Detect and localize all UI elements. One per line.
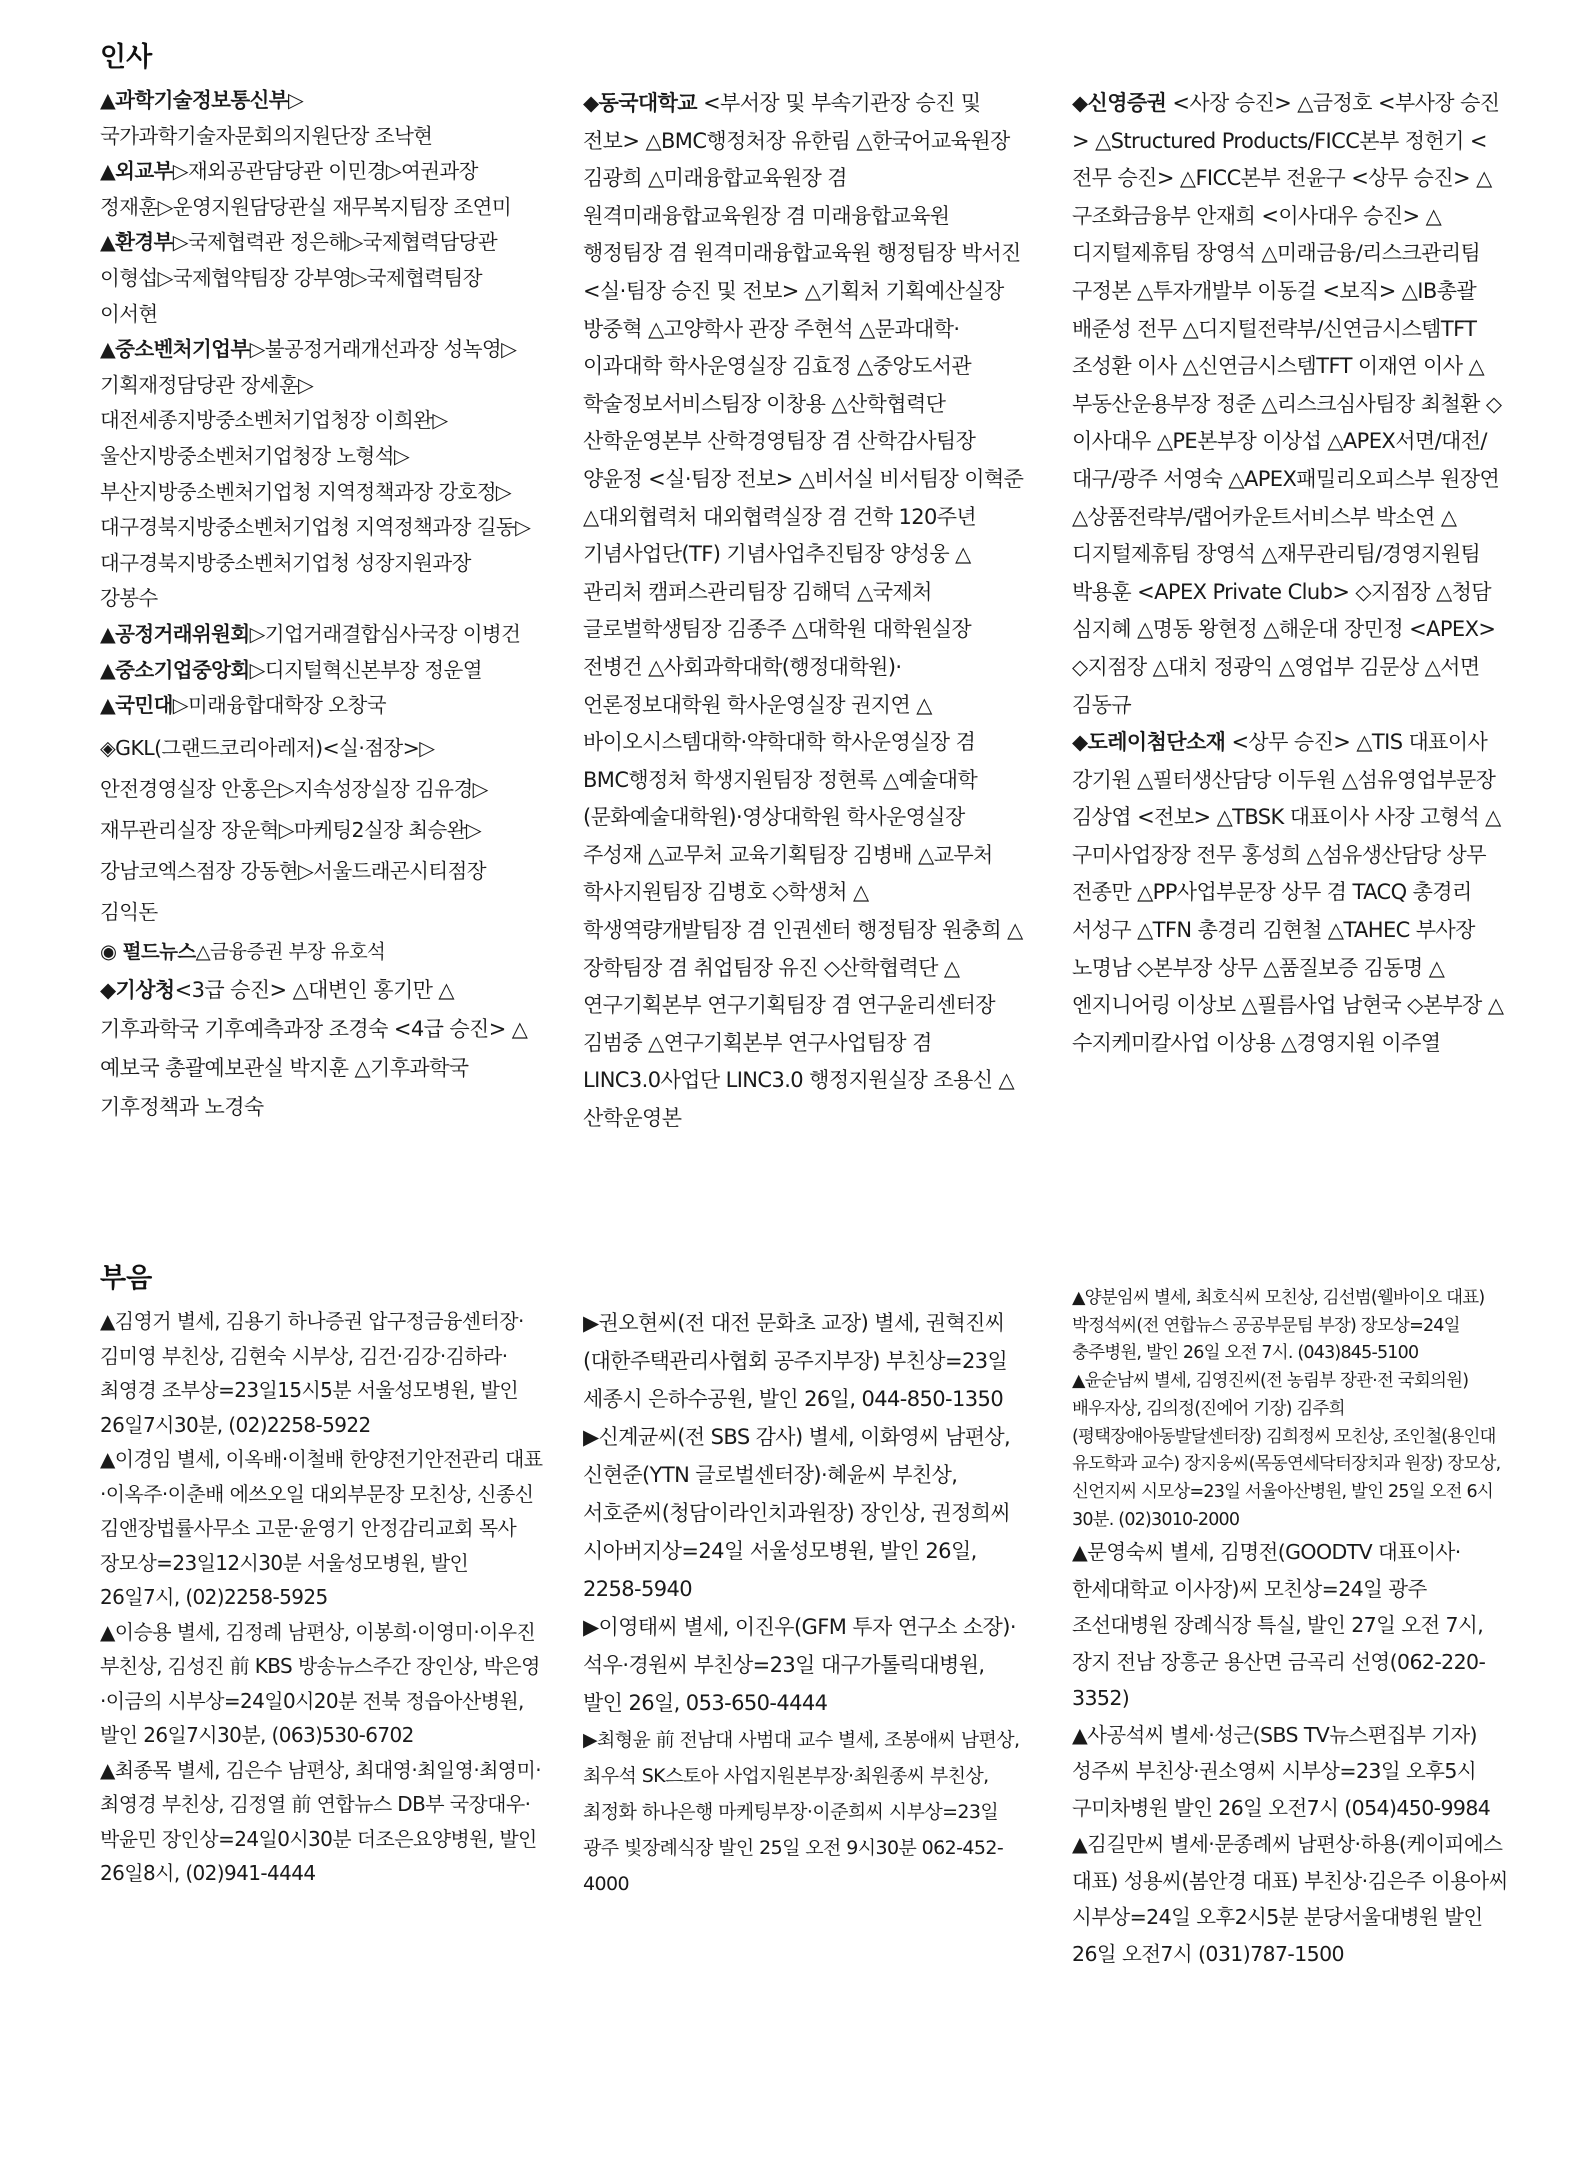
personnel-item: ▲국민대▷미래융합대학장 오창국 <box>100 693 386 718</box>
personnel-item: ◈GKL(그랜드코리아레저)<실·점장>▷안전경영실장 안홍은▷지속성장실장 김유경▷재무관리실장 장운혁▷마케팅2실장 최승완▷강남코엑스점장 강동현▷서울드래곤시티점장 김익돈 <box>100 735 488 924</box>
personnel-item: ▲과학기술정보통신부▷국가과학기술자문회의지원단장 조낙현 <box>100 88 433 148</box>
personnel-item: ◆동국대학교 <부서장 및 부속기관장 승진 및 전보> △BMC행정처장 유한림 △한국어교육원장 김광희 △미래융합교육원장 겸 원격미래융합교육원장 겸 미래융합교육원 행정팀장 겸 원격미래융합교육원 행정팀장 박서진 <실·팀장 승진 및 전보> △기획처 기획예산실장 방중혁 △고양학사 관장 주현석 △문과대학·이과대학 학사운영실장 김효정 △중앙도서관 학술정보서비스팀장 이창용 △산학협력단 산학운영본부 산학경영팀장 겸 산학감사팀장 양윤정 <실·팀장 전보> △비서실 비서팀장 이혁준 △대외협력처 대외협력실장 겸 건학 120주년 기념사업단(TF) 기념사업추진팀장 양성웅 △관리처 캠퍼스관리팀장 김해덕 △국제처 글로벌학생팀장 김종주 △대학원 대학원실장 전병건 △사회과학대학(행정대학원)·언론정보대학원 학사운영실장 권지연 △바이오시스템대학·약학대학 학사운영실장 겸 BMC행정처 학생지원팀장 정현록 △예술대학(문화예술대학원)·영상대학원 학사운영실장 주성재 △교무처 교육기획팀장 김병배 △교무처 학사지원팀장 김병호 ◇학생처 △학생역량개발팀장 겸 인권센터 행정팀장 원충희 △장학팀장 겸 취업팀장 유진 ◇산학협력단 △연구기획본부 연구기획팀장 겸 연구윤리센터장 김범중 △연구기획본부 연구사업팀장 겸 LINC3.0사업단 LINC3.0 행정지원실장 조용신 △산학운영본 <box>583 91 1024 1131</box>
personnel-item: ▲공정거래위원회▷기업거래결합심사국장 이병건 <box>100 621 521 646</box>
obituaries-section-title: 부음 <box>100 1263 153 1294</box>
personnel-item: ▲중소기업중앙회▷디지털혁신본부장 정운열 <box>100 657 482 682</box>
personnel-column-1 <box>100 83 533 1127</box>
obituary-item: ▶신계균씨(전 SBS 감사) 별세, 이화영씨 남편상, 신현준(YTN 글로벌센터장)·혜윤씨 부친상, 서호준씨(청담이라인치과원장) 장인상, 권정희씨 시아버지상=24일 서울성모병원, 발인 26일, 2258-5940 <box>583 1425 1011 1601</box>
obituary-item: ▲사공석씨 별세·성근(SBS TV뉴스편집부 기자) 성주씨 부친상·권소영씨 시부상=23일 오후5시 구미차병원 발인 26일 오전7시 (054)450-9984 <box>1072 1722 1491 1820</box>
obituaries-column-3 <box>1072 1285 1512 1972</box>
obituaries-column-2 <box>583 1304 1025 1902</box>
personnel-column-2 <box>583 85 1025 1138</box>
obituary-item: ▶최형윤 前 전남대 사범대 교수 별세, 조봉애씨 남편상, 최우석 SK스토아 사업지원본부장·최원종씨 부친상, 최정화 하나은행 마케팅부장·이준희씨 시부상=23일 광주 빛장례식장 발인 25일 오전 9시30분 062-452-4000 <box>583 1729 1020 1895</box>
personnel-item: ▲외교부▷재외공관담당관 이민경▷여권과장 정재훈▷운영지원담당관실 재무복지팀장 조연미 <box>100 159 512 219</box>
obituaries-column-1 <box>100 1304 544 1891</box>
obituary-item: ▶이영태씨 별세, 이진우(GFM 투자 연구소 소장)·석우·경원씨 부친상=23일 대구가톨릭대병원, 발인 26일, 053-650-4444 <box>583 1615 1016 1715</box>
obituary-item: ▲김길만씨 별세·문종례씨 남편상·하용(케이피에스 대표) 성용씨(봄안경 대표) 부친상·김은주 이용아씨 시부상=24일 오후2시5분 분당서울대병원 발인 26일 오전7시 (031)787-1500 <box>1072 1832 1508 1966</box>
obituary-item: ▲이경임 별세, 이옥배·이철배 한양전기안전관리 대표·이옥주·이춘배 에쓰오일 대외부문장 모친상, 신종신 김앤장법률사무소 고문·윤영기 안정감리교회 목사 장모상=23일12시30분 서울성모병원, 발인 26일7시, (02)2258-5925 <box>100 1447 543 1609</box>
personnel-section-title: 인사 <box>100 42 153 73</box>
obituary-item: ▶권오현씨(전 대전 문화초 교장) 별세, 권혁진씨(대한주택관리사협회 공주지부장) 부친상=23일 세종시 은하수공원, 발인 26일, 044-850-1350 <box>583 1311 1008 1411</box>
obituary-item: ▲이승용 별세, 김정례 남편상, 이봉희·이영미·이우진 부친상, 김성진 前 KBS 방송뉴스주간 장인상, 박은영·이금의 시부상=24일0시20분 전북 정읍아산병원, 발인 26일7시30분, (063)530-6702 <box>100 1619 540 1747</box>
obituary-item: ▲윤순남씨 별세, 김영진씨(전 농림부 장관·전 국회의원) 배우자상, 김의정(진에어 기장) 김주희(평택장애아동발달센터장) 김희정씨 모친상, 조인철(용인대 유도학과 교수) 장지웅씨(목동연세닥터장치과 원장) 장모상, 신언지씨 시모상=23일 서울아산병원, 발인 25일 오전 6시 30분. (02)3010-2000 <box>1072 1371 1501 1530</box>
obituary-item: ▲김영거 별세, 김용기 하나증권 압구정금융센터장·김미영 부친상, 김현숙 시부상, 김건·김강·김하라·최영경 조부상=23일15시5분 서울성모병원, 발인 26일7시30분, (02)2258-5922 <box>100 1309 524 1437</box>
personnel-item: ◆도레이첨단소재 <상무 승진> △TIS 대표이사 강기원 △필터생산담당 이두원 △섬유영업부문장 김상엽 <전보> △TBSK 대표이사 사장 고형석 △구미사업장장 전무 홍성희 △섬유생산담당 상무 전종만 △PP사업부문장 상무 겸 TACQ 총경리 서성구 △TFN 총경리 김현철 △TAHEC 부사장 노명남 ◇본부장 상무 △품질보증 김동명 △엔지니어링 이상보 △필름사업 남현국 ◇본부장 △수지케미칼사업 이상용 △경영지원 이주열 <box>1072 730 1504 1055</box>
personnel-column-3 <box>1072 85 1512 1062</box>
obituary-item: ▲양분임씨 별세, 최호식씨 모친상, 김선범(웰바이오 대표) 박정석씨(전 연합뉴스 공공부문팀 부장) 장모상=24일 충주병원, 발인 26일 오전 7시. (043)845-5100 <box>1072 1288 1485 1364</box>
obituary-item: ▲최종목 별세, 김은수 남편상, 최대영·최일영·최영미·최영경 부친상, 김정열 前 연합뉴스 DB부 국장대우·박윤민 장인상=24일0시30분 더조은요양병원, 발인 26일8시, (02)941-4444 <box>100 1757 541 1885</box>
obituary-item: ▲문영숙씨 별세, 김명전(GOODTV 대표이사·한세대학교 이사장)씨 모친상=24일 광주 조선대병원 장례식장 특실, 발인 27일 오전 7시, 장지 전남 장흥군 용산면 금곡리 선영(062-220-3352) <box>1072 1540 1486 1711</box>
personnel-item: ▲환경부▷국제협력관 정은해▷국제협력담당관 이형섭▷국제협약팀장 강부영▷국제협력팀장 이서현 <box>100 230 498 326</box>
personnel-item: ◆신영증권 <사장 승진> △금정호 <부사장 승진> △Structured Products/FICC본부 정헌기 <전무 승진> △FICC본부 전윤구 <상무 승진> △구조화금융부 안재희 <이사대우 승진> △디지털제휴팀 장영석 △미래금융/리스크관리팀 구정본 △투자개발부 이동걸 <보직> △IB총괄 배준성 전무 △디지털전략부/신연금시스템TFT 조성환 이사 △신연금시스템TFT 이재연 이사 △부동산운용부장 정준 △리스크심사팀장 최철환 ◇이사대우 △PE본부장 이상섭 △APEX서면/대전/대구/광주 서영숙 △APEX패밀리오피스부 원장연 △상품전략부/랩어카운트서비스부 박소연 △디지털제휴팀 장영석 △재무관리팀/경영지원팀 박용훈 <APEX Private Club> ◇지점장 △청담 심지혜 △명동 왕현정 △해운대 장민정 <APEX> ◇지점장 △대치 정광익 △영업부 김문상 △서면 김동규 <box>1072 91 1502 717</box>
personnel-item: ◆기상청<3급 승진> △대변인 홍기만 △기후과학국 기후예측과장 조경숙 <4급 승진> △예보국 총괄예보관실 박지훈 △기후과학국 기후정책과 노경숙 <box>100 977 528 1119</box>
personnel-item: ▲중소벤처기업부▷불공정거래개선과장 성녹영▷기획재정담당관 장세훈▷대전세종지방중소벤처기업청장 이희완▷울산지방중소벤처기업청장 노형석▷부산지방중소벤처기업청 지역정책과장 강호정▷대구경북지방중소벤처기업청 지역정책과장 길동▷대구경북지방중소벤처기업청 성장지원과장 강봉수 <box>100 337 531 611</box>
personnel-item: ◉ 펄드뉴스△금융증권 부장 유호석 <box>100 939 386 963</box>
